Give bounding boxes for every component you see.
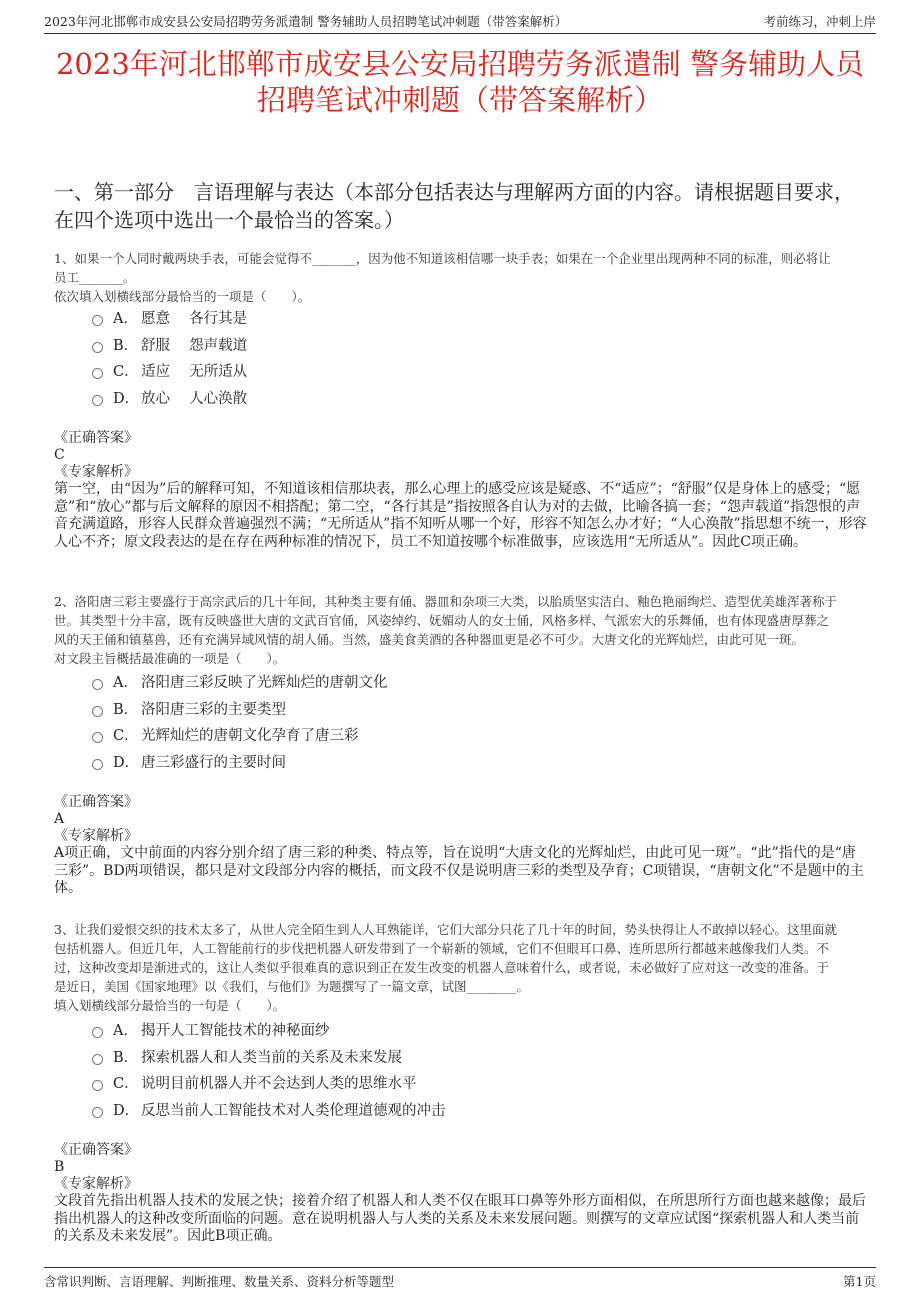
radio-icon[interactable]: [92, 1027, 103, 1038]
analysis-label: 《专家解析》: [54, 828, 138, 844]
radio-icon[interactable]: [92, 1080, 103, 1091]
answer-label: 《正确答案》: [54, 1142, 138, 1158]
option-text: 反思当前人工智能技术对人类伦理道德观的冲击: [141, 1102, 446, 1119]
option-c[interactable]: [92, 357, 792, 384]
analysis-text: 第一空，由“因为”后的解释可知，不知道该相信那块表，那么心理上的感受应该是疑惑、不“适应”；“舒服”仅是身体上的感受；“愿意”和“放心”都与后文解释的原因不相搭配；第二空，“各行其是”指按照各自认为对的去做，比喻各搞一套；“怨声载道”指怨恨的声音充满道路，形容人民群众普遍强烈不满；“无所适从”指不知听从哪一个好，形容不知怎么办才好；“人心涣散”指思想不统一，形容人心不齐；原文段表达的是在存在两种标准的情况下，员工不知道按哪个标准做事，应该选用“无所适从”。因此C项正确。: [54, 481, 867, 550]
option-letter: A．: [113, 310, 138, 327]
answer-value: A: [54, 811, 65, 827]
radio-icon[interactable]: [92, 679, 103, 690]
question-3-options: [92, 1016, 792, 1123]
radio-icon[interactable]: [92, 759, 103, 770]
option-text: 适应 无所适从: [141, 364, 248, 381]
radio-icon[interactable]: [92, 706, 103, 717]
option-c[interactable]: [92, 721, 792, 748]
option-text: 揭开人工智能技术的神秘面纱: [141, 1022, 330, 1039]
option-a[interactable]: [92, 304, 792, 331]
radio-icon[interactable]: [92, 315, 103, 326]
option-letter: C．: [113, 728, 139, 745]
analysis-label: 《专家解析》: [54, 1176, 138, 1192]
option-text: 洛阳唐三彩反映了光辉灿烂的唐朝文化: [141, 674, 388, 691]
option-b[interactable]: [92, 331, 792, 358]
page-header: [44, 11, 876, 34]
radio-icon[interactable]: [92, 1054, 103, 1065]
option-letter: D．: [113, 1102, 140, 1119]
option-b[interactable]: [92, 1043, 792, 1070]
stem-line: 3、让我们爱恨交织的技术太多了，从世人完全陌生到人人耳熟能详，它们大部分只花了几十年的时间，势头快得让人不敢掉以轻心。这里面就: [54, 922, 837, 937]
option-text: 探索机器人和人类当前的关系及未来发展: [141, 1049, 402, 1066]
option-text: 光辉灿烂的唐朝文化孕育了唐三彩: [141, 728, 359, 745]
title-line-1: 2023年河北邯郸市成安县公安局招聘劳务派遣制 警务辅助人员: [55, 47, 865, 81]
option-text: 舒服 怨声载道: [141, 337, 248, 354]
stem-line: 员工_______。: [54, 270, 136, 285]
page-title: [30, 46, 890, 118]
answer-value: C: [54, 447, 65, 463]
option-letter: A．: [113, 1022, 138, 1039]
stem-line: 过，这种改变却是渐进式的，这让人类似乎很难真的意识到正在发生改变的机器人意味着什么，或者说，未必做好了应对这一改变的准备。于: [54, 960, 830, 975]
option-d[interactable]: [92, 1096, 792, 1123]
stem-line: 1、如果一个人同时戴两块手表，可能会觉得不_______，因为他不知道该相信哪一块手表；如果在一个企业里出现两种不同的标准，则必将让: [54, 251, 831, 266]
header-tagline: 考前练习，冲刺上岸: [763, 14, 876, 29]
question-3-answer-block: [54, 1142, 869, 1246]
page-footer: [44, 1267, 876, 1290]
title-line-2: 招聘笔试冲刺题（带答案解析）: [256, 83, 663, 117]
option-letter: D．: [113, 754, 140, 771]
analysis-label: 《专家解析》: [54, 464, 138, 480]
question-1-answer-block: [54, 430, 869, 551]
option-letter: B．: [113, 1049, 139, 1066]
option-letter: C．: [113, 1076, 139, 1093]
stem-line: 世。其类型十分丰富，既有反映盛世大唐的文武百官俑，风姿绰约、妩媚动人的女士俑，风格多样、气派宏大的乐舞俑，也有体现盛唐厚葬之: [54, 613, 830, 628]
stem-line: 是近日，美国《国家地理》以《我们，与他们》为题撰写了一篇文章，试图________。: [54, 979, 530, 994]
section-heading: 一、第一部分 言语理解与表达（本部分包括表达与理解两方面的内容。请根据题目要求，在四个选项中选出一个最恰当的答案。）: [54, 180, 854, 232]
stem-prompt: 依次填入划横线部分最恰当的一项是（ ）。: [54, 289, 311, 304]
option-text: 洛阳唐三彩的主要类型: [141, 701, 286, 718]
radio-icon[interactable]: [92, 368, 103, 379]
radio-icon[interactable]: [92, 732, 103, 743]
option-d[interactable]: [92, 384, 792, 411]
option-letter: D．: [113, 390, 140, 407]
stem-line: 风的天王俑和镇墓兽，还有充满异域风情的胡人俑。当然，盛美食美酒的各种器皿更是必不可少。大唐文化的光辉灿烂，由此可见一斑。: [54, 632, 805, 647]
option-letter: C．: [113, 364, 139, 381]
stem-line: 包括机器人。但近几年，人工智能前行的步伐把机器人研发带到了一个崭新的领域，它们不但眼耳口鼻、连所思所行都越来越像我们人类。不: [54, 941, 830, 956]
option-letter: A．: [113, 674, 138, 691]
stem-prompt: 对文段主旨概括最准确的一项是（ ）。: [54, 651, 286, 666]
footer-note: 含常识判断、言语理解、判断推理、数量关系、资料分析等题型: [44, 1274, 395, 1289]
stem-prompt: 填入划横线部分最恰当的一句是（ ）。: [54, 998, 286, 1013]
option-a[interactable]: [92, 668, 792, 695]
page-number: 第1页: [843, 1274, 876, 1289]
question-2-options: [92, 668, 792, 775]
option-text: 愿意 各行其是: [141, 310, 248, 327]
option-a[interactable]: [92, 1016, 792, 1043]
radio-icon[interactable]: [92, 342, 103, 353]
option-letter: B．: [113, 337, 139, 354]
option-text: 唐三彩盛行的主要时间: [141, 754, 286, 771]
answer-label: 《正确答案》: [54, 430, 138, 446]
option-text: 说明目前机器人并不会达到人类的思维水平: [141, 1076, 417, 1093]
option-letter: B．: [113, 701, 139, 718]
answer-value: B: [54, 1159, 65, 1175]
question-2-stem: [54, 592, 869, 668]
analysis-text: 文段首先指出机器人技术的发展之快；接着介绍了机器人和人类不仅在眼耳口鼻等外形方面相似，在所思所行方面也越来越像；最后指出机器人的这种改变所面临的问题。意在说明机器人与人类的关系及未来发展问题。则撰写的文章应试图“探索机器人和人类当前的关系及未来发展”。因此B项正确。: [54, 1193, 866, 1244]
question-1-stem: [54, 249, 869, 306]
question-1-options: [92, 304, 792, 411]
question-3-stem: [54, 920, 869, 1015]
option-text: 放心 人心涣散: [141, 390, 248, 407]
radio-icon[interactable]: [92, 1107, 103, 1118]
option-c[interactable]: [92, 1069, 792, 1096]
option-b[interactable]: [92, 695, 792, 722]
answer-label: 《正确答案》: [54, 794, 138, 810]
stem-line: 2、洛阳唐三彩主要盛行于高宗武后的几十年间，其种类主要有俑、器皿和杂项三大类，以胎质坚实洁白、釉色艳丽绚烂、造型优美雄浑著称于: [54, 594, 837, 609]
analysis-text: A项正确，文中前面的内容分别介绍了唐三彩的种类、特点等，旨在说明“大唐文化的光辉灿烂，由此可见一斑”。“此”指代的是“唐三彩”。BD两项错误，都只是对文段部分内容的概括，而文段不仅是说明唐三彩的类型及孕育；C项错误，“唐朝文化”不是题中的主体。: [54, 845, 864, 896]
question-2-answer-block: [54, 794, 869, 898]
radio-icon[interactable]: [92, 395, 103, 406]
option-d[interactable]: [92, 748, 792, 775]
header-doc-title: 2023年河北邯郸市成安县公安局招聘劳务派遣制 警务辅助人员招聘笔试冲刺题（带答案解析）: [44, 14, 568, 29]
